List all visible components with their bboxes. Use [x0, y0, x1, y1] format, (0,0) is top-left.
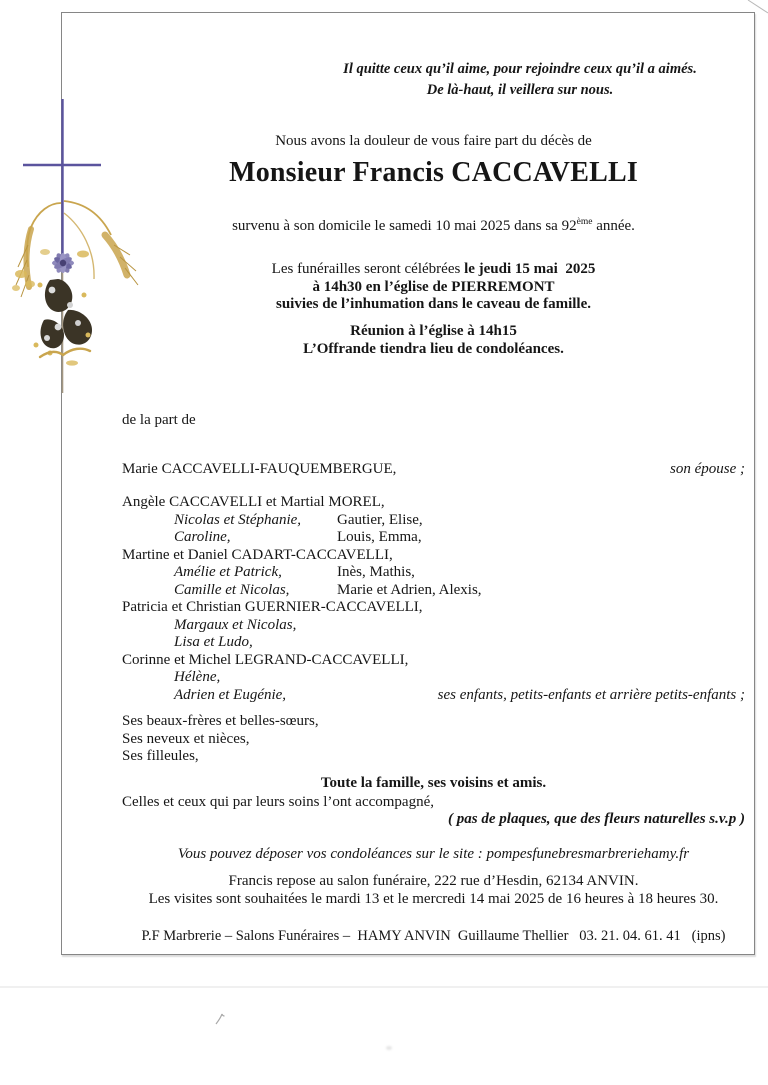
- funeral-line-2: à 14h30 en l’église de PIERREMONT: [312, 278, 555, 295]
- meeting-details: [122, 323, 745, 358]
- other-relatives: [122, 713, 745, 766]
- children-names: Adrien et Eugénie,: [174, 686, 287, 703]
- funeral-line-1-bold: le jeudi 15 mai 2025: [464, 261, 596, 277]
- family-row: Patricia et Christian GUERNIER-CACCAVELLI,: [122, 599, 423, 615]
- children-names: Hélène,: [174, 669, 221, 685]
- scan-smudge: [386, 1046, 392, 1050]
- descendants-relation: ses enfants, petits-enfants et arrière petits-enfants ;: [437, 686, 745, 703]
- children-names: Margaux et Nicolas,: [174, 616, 297, 633]
- family-row: [122, 634, 745, 652]
- family-row: [122, 617, 745, 635]
- family-row: [122, 512, 745, 530]
- cross-wheat-flowers-icon: [0, 95, 140, 405]
- funeral-details: [122, 261, 745, 314]
- death-text: survenu à son domicile le samedi 10 mai 2025 dans sa 92: [232, 218, 577, 234]
- funeral-home-footer: P.F Marbrerie – Salons Funéraires – HAMY ANVIN Guillaume Thellier 03. 21. 04. 61. 41 (ipns): [141, 928, 726, 944]
- flowers-note: ( pas de plaques, que des fleurs naturelles s.v.p ): [448, 811, 745, 827]
- epigraph: [295, 59, 745, 101]
- deceased-name: Monsieur Francis CACCAVELLI: [229, 157, 638, 188]
- family-row: [122, 529, 745, 547]
- family-intro: de la part de: [122, 412, 196, 428]
- scan-scratch-icon: [744, 0, 768, 14]
- meeting-line-2: L’Offrande tiendra lieu de condoléances.: [303, 340, 564, 357]
- epigraph-line-1: Il quitte ceux qu’il aime, pour rejoindre ceux qu’il a aimés.: [343, 61, 697, 77]
- scan-shadow-line: [0, 986, 768, 988]
- grandchildren-names: Louis, Emma,: [337, 529, 422, 545]
- caregivers-line: Celles et ceux qui par leurs soins l’ont accompagné,: [122, 794, 434, 810]
- meeting-line-1: Réunion à l’église à 14h15: [350, 323, 517, 339]
- spouse-name: Marie CACCAVELLI-FAUQUEMBERGUE,: [122, 461, 397, 477]
- spouse-row: [122, 461, 745, 479]
- family-row: Angèle CACCAVELLI et Martial MOREL,: [122, 494, 385, 510]
- grandchildren-names: Inès, Mathis,: [337, 564, 415, 580]
- death-details: [122, 218, 745, 236]
- family-row: [122, 687, 745, 705]
- repose-details: [122, 872, 745, 908]
- children-names: Caroline,: [174, 529, 231, 545]
- family-row: [122, 564, 745, 582]
- scan-mark-slash-icon: [214, 1012, 226, 1026]
- family-row: Corinne et Michel LEGRAND-CACCAVELLI,: [122, 651, 409, 668]
- family-row: [122, 669, 745, 687]
- relatives-line: Ses filleules,: [122, 748, 199, 765]
- condolences-website-line: Vous pouvez déposer vos condoléances sur le site : pompesfunebresmarbreriehamy.fr: [177, 846, 690, 862]
- repose-line: Francis repose au salon funéraire, 222 rue d’Hesdin, 62134 ANVIN.: [228, 873, 639, 889]
- children-names: Camille et Nicolas,: [174, 581, 290, 598]
- relatives-line: Ses beaux-frères et belles-sœurs,: [122, 713, 319, 729]
- children-names: Amélie et Patrick,: [174, 564, 282, 580]
- family-list: [122, 494, 745, 704]
- visits-line: Les visites sont souhaitées le mardi 13 et le mercredi 14 mai 2025 de 16 heures à 18 heures 30.: [148, 891, 719, 907]
- spouse-relation: son épouse ;: [670, 461, 745, 477]
- grandchildren-names: Marie et Adrien, Alexis,: [337, 581, 482, 598]
- epigraph-line-2: De là-haut, il veillera sur nous.: [426, 82, 614, 98]
- announcement-intro: Nous avons la douleur de vous faire part du décès de: [275, 133, 592, 149]
- family-row: [122, 582, 745, 600]
- funeral-line-3: suivies de l’inhumation dans le caveau de famille.: [275, 296, 592, 313]
- funeral-line-1: [122, 261, 745, 279]
- funeral-line-1-regular: Les funérailles seront célébrées: [271, 261, 465, 277]
- grandchildren-names: Gautier, Elise,: [337, 511, 423, 528]
- death-text-end: année.: [592, 218, 635, 234]
- family-row: Martine et Daniel CADART-CACCAVELLI,: [122, 546, 393, 563]
- relatives-line: Ses neveux et nièces,: [122, 730, 250, 747]
- death-ordinal-suffix: ème: [576, 217, 593, 227]
- family-friends-line: Toute la famille, ses voisins et amis.: [320, 775, 547, 791]
- children-names: Lisa et Ludo,: [174, 634, 253, 650]
- children-names: Nicolas et Stéphanie,: [174, 511, 302, 528]
